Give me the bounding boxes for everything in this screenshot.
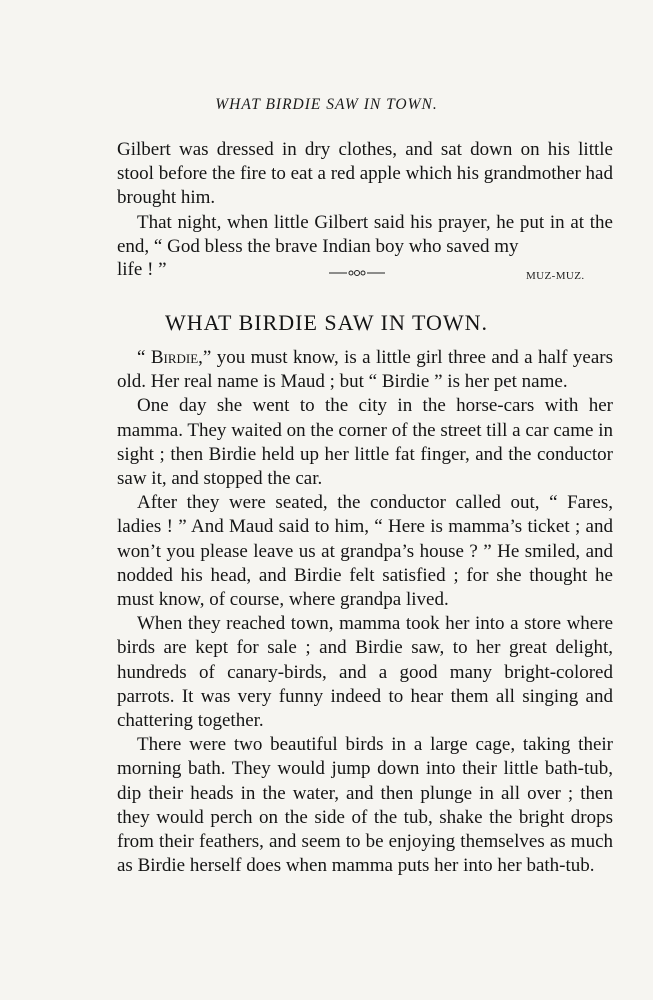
story-paragraph-2: One day she went to the city in the horse-cars with her mamma. They waited on the corner of the street till a car came in sight ; then Birdie held up her little fat finger, and the conductor saw it, and stopped the car. — [117, 395, 613, 490]
story-paragraph-3: After they were seated, the conductor called out, “ Fares, ladies ! ” And Maud said to him, “ Here is mamma’s ticket ; and won’t you please leave us at grandpa’s house ? ” He smiled, and nodded his head, and Birdie felt satisfied ; for she thought he must know, of course, where grandpa lived. — [117, 492, 613, 611]
previous-story-paragraph-1: Gilbert was dressed in dry clothes, and sat down on his little stool before the fire to eat a red apple which his grandmother had brought him. — [117, 139, 613, 209]
story-text — [117, 346, 613, 878]
previous-story-paragraph-2: That night, when little Gilbert said his prayer, he put in at the end, “ God bless the brave Indian boy who saved my — [117, 211, 613, 257]
story-title: WHAT BIRDIE SAW IN TOWN. — [164, 310, 489, 335]
opening-word: “ Birdie,” — [137, 347, 212, 368]
previous-story-text — [117, 138, 613, 259]
story-paragraph-4: When they reached town, mamma took her into a store where birds are kept for sale ; and Birdie saw, to her great delight, hundreds of canary-birds, and a good many bright-colored parrots. It was very funny indeed to hear them all singing and chattering together. — [117, 613, 613, 732]
previous-story-closing-line: life ! ” — [117, 259, 167, 280]
story-paragraph-1 — [117, 346, 613, 394]
running-head: WHAT BIRDIE SAW IN TOWN. — [215, 96, 438, 113]
story-paragraph-1-rest: you must know, is a little girl three and a half years old. Her real name is Maud ; but “ Birdie ” is her pet name. — [117, 347, 613, 393]
story-paragraph-5: There were two beautiful birds in a large cage, taking their morning bath. They would jump down into their little bath-tub, dip their heads in the water, and then plunge in all over ; then they would perch on the side of the tub, shake the bright drops from their feathers, and seem to be enjoying themselves as much as Birdie herself does when mamma puts her into her bath-tub. — [117, 734, 613, 877]
decorative-divider-icon — [327, 268, 387, 278]
author-signature: MUZ-MUZ. — [526, 270, 585, 282]
